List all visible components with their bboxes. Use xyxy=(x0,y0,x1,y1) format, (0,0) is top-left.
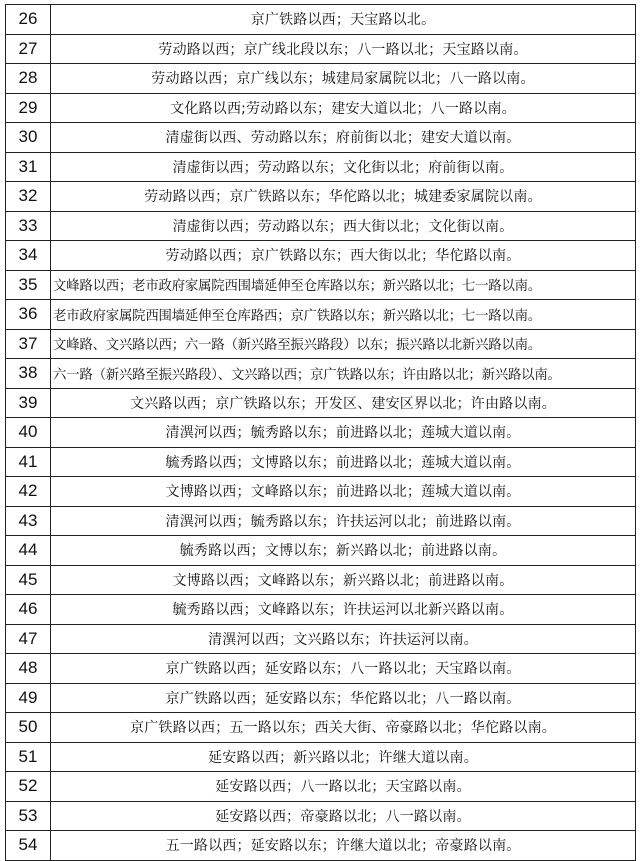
boundary-description: 劳动路以西；京广铁路以东；华佗路以北；城建委家属院以南。 xyxy=(51,182,636,212)
boundary-description: 毓秀路以西；文峰路以东；许扶运河以北新兴路以南。 xyxy=(51,595,636,625)
boundary-table-page xyxy=(5,4,636,861)
table-row xyxy=(6,595,636,625)
boundary-description: 清虚街以西、劳动路以东；府前街以北；建安大道以南。 xyxy=(51,123,636,153)
boundary-description: 京广铁路以西；延安路以东；华佗路以北；八一路以南。 xyxy=(51,683,636,713)
boundary-description: 文峰路、文兴路以西；六一路（新兴路至振兴路段）以东；振兴路以北新兴路以南。 xyxy=(51,329,636,359)
row-number: 54 xyxy=(6,831,51,861)
table-row xyxy=(6,329,636,359)
row-number: 28 xyxy=(6,64,51,94)
boundary-description: 清潩河以西；毓秀路以东；前进路以北；莲城大道以南。 xyxy=(51,418,636,448)
row-number: 39 xyxy=(6,388,51,418)
table-row xyxy=(6,300,636,330)
row-number: 33 xyxy=(6,211,51,241)
boundary-description: 京广铁路以西；延安路以东；八一路以北；天宝路以南。 xyxy=(51,654,636,684)
row-number: 44 xyxy=(6,536,51,566)
row-number: 29 xyxy=(6,93,51,123)
row-number: 50 xyxy=(6,713,51,743)
table-row xyxy=(6,772,636,802)
table-row xyxy=(6,211,636,241)
row-number: 40 xyxy=(6,418,51,448)
row-number: 31 xyxy=(6,152,51,182)
table-row xyxy=(6,418,636,448)
table-row xyxy=(6,123,636,153)
row-number: 45 xyxy=(6,565,51,595)
boundary-description: 六一路（新兴路至振兴路段）、文兴路以西；京广铁路以东；许由路以北；新兴路以南。 xyxy=(51,359,636,389)
table-row xyxy=(6,5,636,35)
table-row xyxy=(6,683,636,713)
table-row xyxy=(6,447,636,477)
row-number: 51 xyxy=(6,742,51,772)
table-row xyxy=(6,654,636,684)
boundary-description: 文兴路以西；京广铁路以东；开发区、建安区界以北；许由路以南。 xyxy=(51,388,636,418)
boundary-description: 文博路以西；文峰路以东；前进路以北；莲城大道以南。 xyxy=(51,477,636,507)
boundary-table-body xyxy=(6,5,636,861)
boundary-description: 延安路以西；新兴路以北；许继大道以南。 xyxy=(51,742,636,772)
row-number: 43 xyxy=(6,506,51,536)
boundary-description: 五一路以西；延安路以东；许继大道以北；帝豪路以南。 xyxy=(51,831,636,861)
table-row xyxy=(6,241,636,271)
table-row xyxy=(6,93,636,123)
table-row xyxy=(6,359,636,389)
table-row xyxy=(6,34,636,64)
boundary-description: 毓秀路以西；文博路以东；前进路以北；莲城大道以南。 xyxy=(51,447,636,477)
boundary-description: 清潩河以西；毓秀路以东；许扶运河以北；前进路以南。 xyxy=(51,506,636,536)
table-row xyxy=(6,182,636,212)
boundary-description: 毓秀路以西；文博以东；新兴路以北；前进路以南。 xyxy=(51,536,636,566)
table-row xyxy=(6,477,636,507)
row-number: 27 xyxy=(6,34,51,64)
row-number: 32 xyxy=(6,182,51,212)
table-row xyxy=(6,801,636,831)
table-row xyxy=(6,152,636,182)
row-number: 38 xyxy=(6,359,51,389)
row-number: 35 xyxy=(6,270,51,300)
table-row xyxy=(6,713,636,743)
boundary-description: 延安路以西；八一路以北；天宝路以南。 xyxy=(51,772,636,802)
row-number: 36 xyxy=(6,300,51,330)
boundary-description: 延安路以西；帝豪路以北；八一路以南。 xyxy=(51,801,636,831)
boundary-description: 文博路以西；文峰路以东；新兴路以北；前进路以南。 xyxy=(51,565,636,595)
boundary-table xyxy=(5,4,636,861)
table-row xyxy=(6,388,636,418)
table-row xyxy=(6,536,636,566)
boundary-description: 老市政府家属院西围墙延伸至仓库路西；京广铁路以东；新兴路以北；七一路以南。 xyxy=(51,300,636,330)
row-number: 41 xyxy=(6,447,51,477)
boundary-description: 劳动路以西；京广线北段以东；八一路以北；天宝路以南。 xyxy=(51,34,636,64)
table-row xyxy=(6,742,636,772)
row-number: 46 xyxy=(6,595,51,625)
row-number: 30 xyxy=(6,123,51,153)
boundary-description: 清虚街以西；劳动路以东；西大街以北；文化街以南。 xyxy=(51,211,636,241)
row-number: 26 xyxy=(6,5,51,35)
row-number: 49 xyxy=(6,683,51,713)
boundary-description: 文化路以西;劳动路以东；建安大道以北；八一路以南。 xyxy=(51,93,636,123)
row-number: 42 xyxy=(6,477,51,507)
table-row xyxy=(6,506,636,536)
row-number: 47 xyxy=(6,624,51,654)
boundary-description: 文峰路以西；老市政府家属院西围墙延伸至仓库路以东；新兴路以北；七一路以南。 xyxy=(51,270,636,300)
row-number: 48 xyxy=(6,654,51,684)
row-number: 52 xyxy=(6,772,51,802)
boundary-description: 清虚街以西；劳动路以东；文化街以北；府前街以南。 xyxy=(51,152,636,182)
row-number: 37 xyxy=(6,329,51,359)
boundary-description: 劳动路以西；京广线以东；城建局家属院以北；八一路以南。 xyxy=(51,64,636,94)
boundary-description: 京广铁路以西；五一路以东；西关大街、帝豪路以北；华佗路以南。 xyxy=(51,713,636,743)
table-row xyxy=(6,831,636,861)
row-number: 53 xyxy=(6,801,51,831)
table-row xyxy=(6,624,636,654)
boundary-description: 清潩河以西；文兴路以东；许扶运河以南。 xyxy=(51,624,636,654)
row-number: 34 xyxy=(6,241,51,271)
table-row xyxy=(6,565,636,595)
table-row xyxy=(6,64,636,94)
table-row xyxy=(6,270,636,300)
boundary-description: 劳动路以西；京广铁路以东；西大街以北；华佗路以南。 xyxy=(51,241,636,271)
boundary-description: 京广铁路以西；天宝路以北。 xyxy=(51,5,636,35)
